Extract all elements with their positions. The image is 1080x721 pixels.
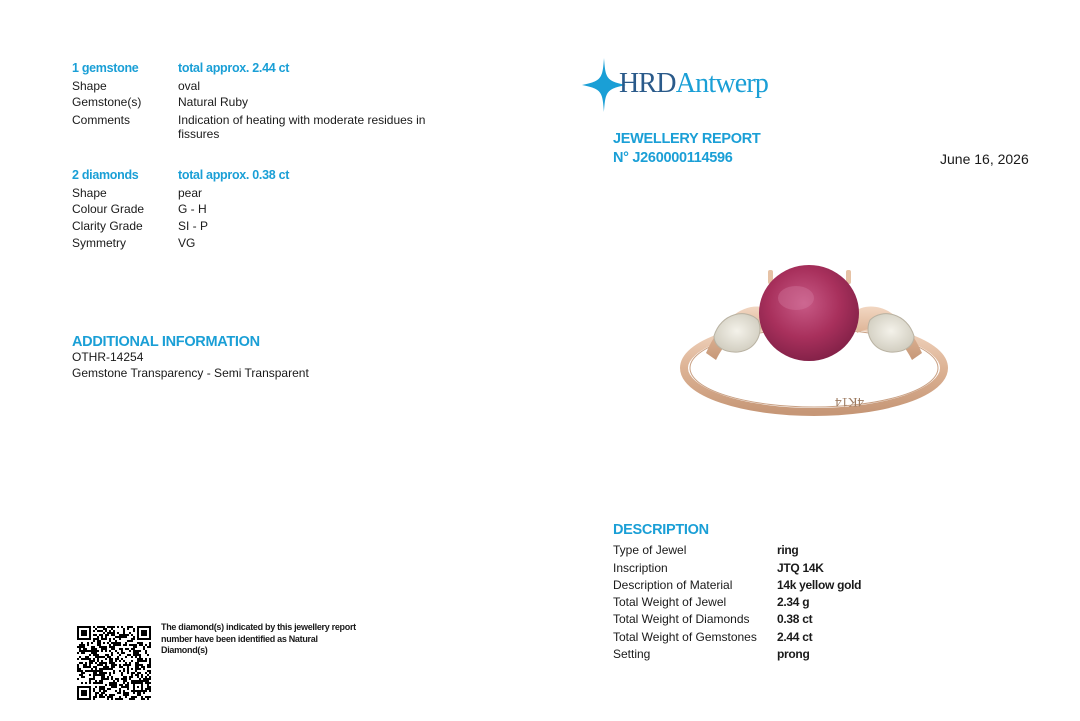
row-label: Type of Jewel [613,543,687,557]
row-value: Natural Ruby [178,95,249,109]
diamonds-title: 2 diamonds [72,168,139,182]
description-row-type [613,543,1033,560]
row-label: Description of Material [613,578,733,592]
row-label: Total Weight of Jewel [613,595,727,609]
gemstone-total: total approx. 2.44 ct [178,61,290,75]
row-label: Colour Grade [72,202,145,216]
row-label: Clarity Grade [72,219,143,233]
diamonds-row-clarity [72,219,492,236]
description-row-setting [613,647,1033,664]
row-label: Shape [72,186,107,200]
report-title: JEWELLERY REPORT [613,131,761,147]
qr-code[interactable] [77,626,151,700]
left-diamond [714,314,760,352]
row-value: oval [178,79,201,93]
row-label: Setting [613,647,651,661]
diamonds-row-symmetry [72,236,492,253]
row-value: JTQ 14K [777,561,824,575]
row-label: Inscription [613,561,668,575]
right-diamond [868,314,914,352]
diamonds-section [72,168,502,253]
row-value: ring [777,543,799,557]
description-row-inscription [613,561,1033,578]
gemstone-row-gemstones [72,95,492,112]
ring-inscription: 4K14 [835,395,864,410]
report-number: N° J260000114596 [613,150,733,166]
natural-diamond-note: The diamond(s) indicated by this jewellery report number have been identified as Natural Diamond(s) [161,622,356,655]
report-date: June 16, 2026 [940,151,1029,167]
logo-wordmark [619,68,768,100]
row-value: prong [777,647,810,661]
diamonds-total: total approx. 0.38 ct [178,168,290,182]
description-row-material [613,578,1033,595]
ruby-stone [759,265,859,361]
row-label: Total Weight of Diamonds [613,612,750,626]
description-row-jewel-weight [613,595,1033,612]
diamonds-row-colour [72,202,492,219]
row-value: Indication of heating with moderate residues in fissures [178,113,426,141]
row-value: SI - P [178,219,209,233]
row-value: VG [178,236,196,250]
additional-info-line: Gemstone Transparency - Semi Transparent [72,366,309,380]
ring-photo [676,258,956,428]
description-row-diamond-weight [613,612,1033,629]
row-value: 14k yellow gold [777,578,862,592]
hrd-antwerp-logo [582,58,802,112]
row-value: pear [178,186,203,200]
row-value: G - H [178,202,207,216]
logo-hrd: HRD [619,68,676,99]
row-value: 2.34 g [777,595,810,609]
row-label: Shape [72,79,107,93]
additional-info-line: OTHR-14254 [72,350,144,364]
description-title: DESCRIPTION [613,522,709,538]
gemstone-row-comments [72,113,492,143]
gemstone-row-shape [72,79,492,96]
row-label: Total Weight of Gemstones [613,630,757,644]
description-row-gemstone-weight [613,630,1033,647]
row-label: Comments [72,113,131,127]
additional-info-section [72,334,472,384]
row-label: Gemstone(s) [72,95,142,109]
diamonds-row-shape [72,186,492,203]
logo-antwerp: Antwerp [675,68,769,99]
additional-info-title: ADDITIONAL INFORMATION [72,334,260,350]
gemstone-section [72,61,502,151]
row-value: 2.44 ct [777,630,813,644]
description-section [613,522,1033,667]
row-value: 0.38 ct [777,612,813,626]
row-label: Symmetry [72,236,126,250]
gemstone-title: 1 gemstone [72,61,139,75]
